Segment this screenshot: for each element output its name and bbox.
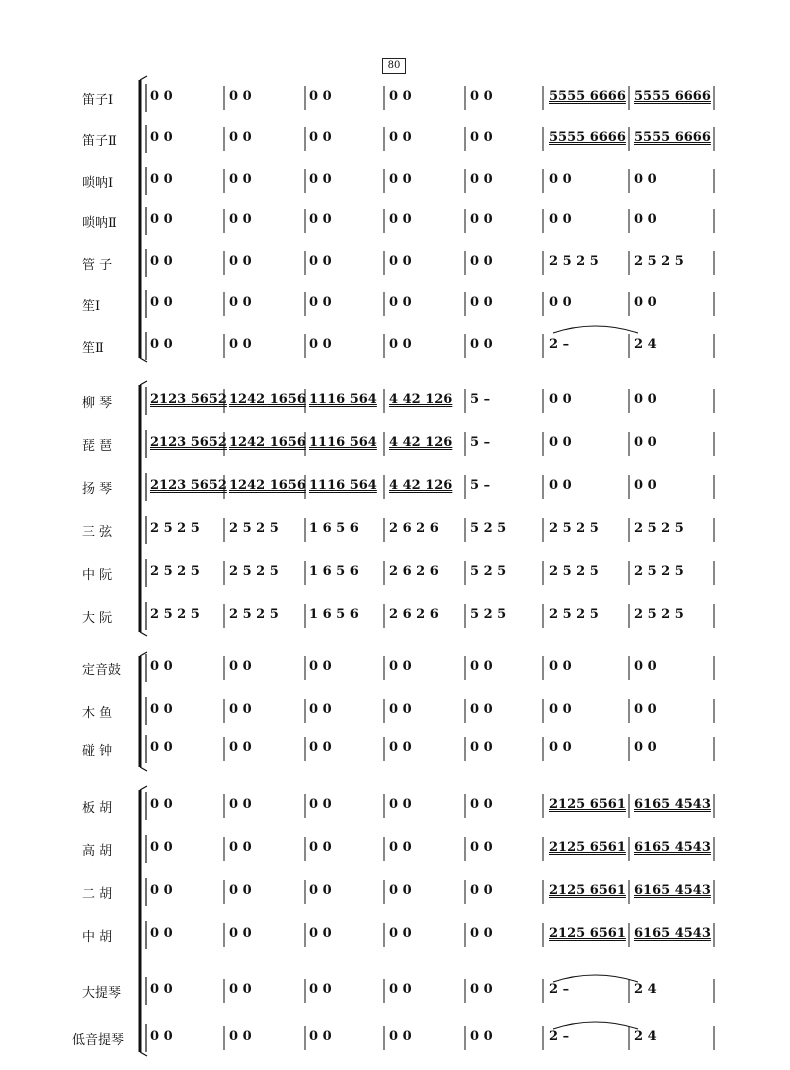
- bar-notes: 2 5 2 5: [549, 607, 599, 622]
- bar-notes: 0 0: [150, 740, 173, 755]
- instrument-label: 大提琴: [82, 986, 122, 1001]
- page-number: 80: [382, 58, 406, 74]
- instrument-label: 管 子: [82, 258, 113, 273]
- bar-notes: 0 0: [634, 212, 657, 227]
- bar-notes: 0 0: [150, 1029, 173, 1044]
- bar-notes: 0 0: [389, 883, 412, 898]
- bar-notes: 0 0: [229, 797, 252, 812]
- bar-notes: 0 0: [150, 926, 173, 941]
- bar-notes: 2 5 2 5: [150, 607, 200, 622]
- bar-notes: 0 0: [549, 392, 572, 407]
- bar-notes: 0 0: [389, 840, 412, 855]
- bar-notes: 2 6 2 6: [389, 564, 439, 579]
- bar-notes: 0 0: [470, 172, 493, 187]
- bar-notes: 0 0: [470, 337, 493, 352]
- bar-notes: 1 6 5 6: [309, 564, 359, 579]
- bar-notes: 1 6 5 6: [309, 521, 359, 536]
- bar-notes: 0 0: [309, 130, 332, 145]
- bar-notes: 6165 4543: [634, 797, 711, 812]
- bar-notes: 0 0: [229, 702, 252, 717]
- bar-notes: 0 0: [549, 212, 572, 227]
- bar-notes: 5 2 5: [470, 521, 507, 536]
- instrument-label: 笙Ⅱ: [82, 341, 104, 356]
- bar-notes: 6165 4543: [634, 883, 711, 898]
- bar-notes: 2 5 2 5: [229, 607, 279, 622]
- bar-notes: 2 5 2 5: [634, 521, 684, 536]
- bar-notes: 0 0: [150, 797, 173, 812]
- instrument-label: 低音提琴: [72, 1033, 125, 1048]
- bar-notes: 0 0: [389, 702, 412, 717]
- bar-notes: 0 0: [470, 212, 493, 227]
- bar-notes: 0 0: [389, 89, 412, 104]
- bar-notes: 4 42 126: [389, 478, 453, 493]
- bar-notes: 1242 1656: [229, 435, 306, 450]
- bar-notes: 0 0: [470, 797, 493, 812]
- bar-notes: 2 5 2 5: [634, 564, 684, 579]
- bar-notes: 1242 1656: [229, 478, 306, 493]
- bar-notes: 2 5 2 5: [549, 564, 599, 579]
- bar-notes: 5555 6666: [549, 130, 626, 145]
- bar-notes: 2 5 2 5: [634, 607, 684, 622]
- bar-notes: 1 6 5 6: [309, 607, 359, 622]
- bar-notes: 2 –: [549, 337, 570, 352]
- bar-notes: 0 0: [634, 740, 657, 755]
- bar-notes: 2 5 2 5: [229, 564, 279, 579]
- bar-line: [140, 1052, 147, 1056]
- bar-notes: 2125 6561: [549, 926, 626, 941]
- bar-notes: 2 5 2 5: [229, 521, 279, 536]
- bar-notes: 1116 564: [309, 435, 377, 450]
- bar-notes: 0 0: [309, 840, 332, 855]
- bar-notes: 0 0: [389, 295, 412, 310]
- bar-notes: 5 –: [470, 478, 491, 493]
- bar-notes: 2 6 2 6: [389, 607, 439, 622]
- instrument-label: 笛子Ⅱ: [82, 134, 117, 149]
- bar-notes: 1116 564: [309, 478, 377, 493]
- bar-notes: 0 0: [634, 172, 657, 187]
- bar-line: [140, 381, 147, 385]
- bar-notes: 0 0: [634, 392, 657, 407]
- bar-notes: 0 0: [229, 883, 252, 898]
- bar-notes: 2123 5652: [150, 435, 227, 450]
- bar-notes: 0 0: [389, 1029, 412, 1044]
- bar-notes: 0 0: [470, 130, 493, 145]
- slur: [553, 975, 638, 982]
- instrument-label: 柳 琴: [82, 396, 113, 411]
- instrument-label: 中 胡: [82, 930, 113, 945]
- instrument-label: 高 胡: [82, 844, 113, 859]
- bar-notes: 0 0: [634, 659, 657, 674]
- bar-notes: 0 0: [229, 130, 252, 145]
- bar-notes: 0 0: [229, 295, 252, 310]
- bar-notes: 0 0: [389, 926, 412, 941]
- bar-notes: 0 0: [229, 740, 252, 755]
- bar-notes: 0 0: [150, 337, 173, 352]
- instrument-label: 大 阮: [82, 611, 113, 626]
- bar-notes: 0 0: [229, 254, 252, 269]
- bar-notes: 0 0: [549, 435, 572, 450]
- bar-notes: 0 0: [150, 702, 173, 717]
- bar-notes: 0 0: [309, 702, 332, 717]
- bar-notes: 2123 5652: [150, 392, 227, 407]
- bar-notes: 0 0: [470, 740, 493, 755]
- bar-notes: 0 0: [150, 659, 173, 674]
- bar-notes: 2125 6561: [549, 840, 626, 855]
- bar-notes: 0 0: [309, 337, 332, 352]
- bar-notes: 1242 1656: [229, 392, 306, 407]
- bar-notes: 0 0: [470, 1029, 493, 1044]
- bar-notes: 2 4: [634, 982, 657, 997]
- bar-notes: 0 0: [470, 883, 493, 898]
- bar-notes: 5 –: [470, 392, 491, 407]
- instrument-label: 定音鼓: [82, 663, 122, 678]
- bar-notes: 0 0: [389, 254, 412, 269]
- bar-notes: 5555 6666: [634, 89, 711, 104]
- bar-notes: 0 0: [229, 337, 252, 352]
- bar-notes: 0 0: [150, 254, 173, 269]
- bar-line: [140, 632, 147, 636]
- bar-notes: 4 42 126: [389, 392, 453, 407]
- bar-notes: 0 0: [150, 982, 173, 997]
- bar-notes: 0 0: [389, 172, 412, 187]
- bar-notes: 0 0: [470, 982, 493, 997]
- bar-line: [140, 786, 147, 790]
- bar-notes: 0 0: [229, 1029, 252, 1044]
- bar-notes: 0 0: [150, 89, 173, 104]
- instrument-label: 木 鱼: [82, 706, 113, 721]
- bar-notes: 0 0: [389, 982, 412, 997]
- bar-notes: 5555 6666: [549, 89, 626, 104]
- bar-notes: 0 0: [470, 254, 493, 269]
- bar-notes: 2 –: [549, 1029, 570, 1044]
- bar-notes: 0 0: [229, 212, 252, 227]
- bar-notes: 0 0: [150, 172, 173, 187]
- bar-notes: 0 0: [229, 982, 252, 997]
- bar-notes: 2 6 2 6: [389, 521, 439, 536]
- bar-line: [140, 767, 147, 771]
- bar-notes: 0 0: [470, 89, 493, 104]
- bar-notes: 0 0: [549, 295, 572, 310]
- bar-notes: 0 0: [634, 435, 657, 450]
- bar-notes: 0 0: [389, 337, 412, 352]
- bar-notes: 0 0: [549, 740, 572, 755]
- bar-notes: 0 0: [549, 172, 572, 187]
- bar-notes: 0 0: [389, 212, 412, 227]
- bar-notes: 0 0: [309, 982, 332, 997]
- bar-notes: 2 –: [549, 982, 570, 997]
- instrument-label: 中 阮: [82, 568, 113, 583]
- bar-notes: 0 0: [470, 926, 493, 941]
- instrument-label: 琵 琶: [82, 439, 113, 454]
- bar-notes: 0 0: [470, 659, 493, 674]
- instrument-label: 二 胡: [82, 887, 113, 902]
- bar-notes: 0 0: [229, 840, 252, 855]
- instrument-label: 扬 琴: [82, 482, 113, 497]
- instrument-label: 笛子Ⅰ: [82, 93, 114, 108]
- instrument-label: 板 胡: [82, 801, 113, 816]
- slur: [553, 1022, 638, 1029]
- bar-notes: 0 0: [634, 295, 657, 310]
- bar-notes: 0 0: [389, 740, 412, 755]
- bar-line: [140, 76, 147, 80]
- bar-notes: 6165 4543: [634, 840, 711, 855]
- bar-notes: 2 5 2 5: [549, 254, 599, 269]
- bar-notes: 0 0: [309, 254, 332, 269]
- bar-notes: 0 0: [150, 883, 173, 898]
- instrument-label: 三 弦: [82, 525, 113, 540]
- bar-notes: 5555 6666: [634, 130, 711, 145]
- instrument-label: 碰 钟: [82, 744, 113, 759]
- bar-notes: 0 0: [150, 295, 173, 310]
- bar-notes: 0 0: [309, 926, 332, 941]
- bar-notes: 0 0: [309, 883, 332, 898]
- bar-notes: 5 –: [470, 435, 491, 450]
- bar-notes: 0 0: [309, 659, 332, 674]
- bar-notes: 2 5 2 5: [150, 564, 200, 579]
- bar-notes: 0 0: [150, 840, 173, 855]
- bar-notes: 0 0: [470, 840, 493, 855]
- instrument-label: 唢呐Ⅰ: [82, 176, 114, 191]
- bar-notes: 5 2 5: [470, 607, 507, 622]
- bar-notes: 0 0: [309, 172, 332, 187]
- bar-notes: 2 4: [634, 337, 657, 352]
- bar-notes: 0 0: [150, 212, 173, 227]
- bar-notes: 0 0: [150, 130, 173, 145]
- bar-notes: 0 0: [309, 1029, 332, 1044]
- bar-notes: 0 0: [470, 702, 493, 717]
- bar-notes: 2123 5652: [150, 478, 227, 493]
- instrument-label: 唢呐Ⅱ: [82, 216, 117, 231]
- bar-notes: 0 0: [634, 478, 657, 493]
- bar-notes: 0 0: [549, 659, 572, 674]
- bar-notes: 0 0: [229, 926, 252, 941]
- bar-notes: 0 0: [549, 702, 572, 717]
- bar-notes: 0 0: [309, 797, 332, 812]
- bar-notes: 0 0: [229, 659, 252, 674]
- bar-notes: 0 0: [229, 89, 252, 104]
- bar-notes: 2 5 2 5: [634, 254, 684, 269]
- bar-notes: 0 0: [389, 130, 412, 145]
- bar-notes: 2 4: [634, 1029, 657, 1044]
- bar-notes: 4 42 126: [389, 435, 453, 450]
- slur: [553, 326, 638, 333]
- bar-notes: 0 0: [309, 740, 332, 755]
- bar-notes: 2 5 2 5: [150, 521, 200, 536]
- bar-notes: 0 0: [389, 659, 412, 674]
- bar-notes: 2125 6561: [549, 883, 626, 898]
- bar-notes: 0 0: [309, 89, 332, 104]
- bar-notes: 0 0: [229, 172, 252, 187]
- bar-notes: 0 0: [309, 212, 332, 227]
- bar-notes: 0 0: [309, 295, 332, 310]
- bar-notes: 2125 6561: [549, 797, 626, 812]
- bar-notes: 1116 564: [309, 392, 377, 407]
- bar-notes: 0 0: [389, 797, 412, 812]
- instrument-label: 笙Ⅰ: [82, 299, 101, 314]
- bar-notes: 2 5 2 5: [549, 521, 599, 536]
- bar-notes: 6165 4543: [634, 926, 711, 941]
- bar-notes: 0 0: [634, 702, 657, 717]
- bar-notes: 0 0: [470, 295, 493, 310]
- bar-notes: 5 2 5: [470, 564, 507, 579]
- bar-notes: 0 0: [549, 478, 572, 493]
